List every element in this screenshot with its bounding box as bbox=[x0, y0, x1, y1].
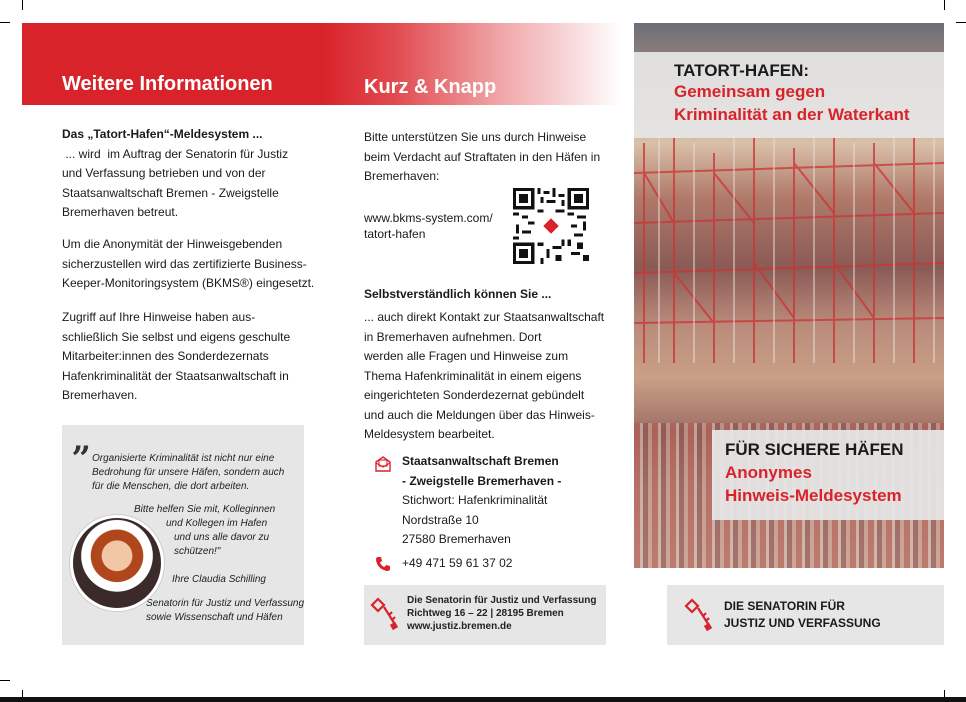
support-line: Bitte unterstützen Sie uns durch Hinweise bbox=[364, 130, 587, 144]
anon-line: Um die Anonymität der Hinweisgebenden bbox=[62, 237, 283, 251]
self-line: ... auch direkt Kontakt zur Staatsanwaltschaft bbox=[364, 310, 605, 324]
subtitle-black: FÜR SICHERE HÄFEN bbox=[725, 440, 904, 459]
crop-mark bbox=[0, 680, 10, 681]
crop-mark bbox=[0, 22, 10, 23]
url-line: tatort-hafen bbox=[364, 227, 426, 241]
contact-branch: - Zweigstelle Bremerhaven - bbox=[402, 473, 562, 488]
quote-line: Organisierte Kriminalität ist nicht nur eine bbox=[92, 453, 275, 464]
quote-line: schützen!" bbox=[174, 546, 221, 557]
access-line: Bremerhaven. bbox=[62, 388, 138, 402]
contact-street: Nordstraße 10 bbox=[402, 512, 479, 527]
footer-line: JUSTIZ UND VERFASSUNG bbox=[724, 616, 881, 630]
self-line: eingerichteten Sonderdezernat gebündelt bbox=[364, 388, 585, 402]
middle-support bbox=[364, 128, 614, 187]
bremen-key-icon bbox=[370, 596, 398, 632]
crop-mark bbox=[944, 0, 945, 10]
contact-city: 27580 Bremerhaven bbox=[402, 532, 511, 546]
access-line: schließlich Sie selbst und eigens geschulte bbox=[62, 329, 291, 344]
self-line: Meldesystem bearbeitet. bbox=[364, 427, 495, 441]
bottom-bar bbox=[0, 697, 966, 702]
quote-line: Bitte helfen Sie mit, Kolleginnen bbox=[134, 504, 276, 515]
quote-role bbox=[146, 597, 306, 625]
quote-line: und Kollegen im Hafen bbox=[166, 518, 268, 529]
middle-self bbox=[364, 308, 614, 445]
title-red-2: Kriminalität an der Waterkant bbox=[674, 105, 910, 124]
url-line: www.bkms-system.com/ bbox=[364, 211, 493, 225]
intro-title: Das „Tatort-Hafen“-Meldesystem ... bbox=[62, 127, 263, 141]
role-line: Senatorin für Justiz und Verfassung bbox=[146, 598, 305, 609]
title-black: TATORT-HAFEN: bbox=[674, 61, 810, 80]
intro-line: Bremerhaven betreut. bbox=[62, 205, 179, 219]
footer-line: Richtweg 16 – 22 | 28195 Bremen bbox=[407, 608, 564, 619]
quote-line: und uns alle davor zu bbox=[174, 532, 270, 543]
quote-line: für die Menschen, die dort arbeiten. bbox=[92, 481, 250, 492]
footer-line: DIE SENATORIN FÜR bbox=[724, 599, 845, 613]
footer-website-link[interactable]: www.justiz.bremen.de bbox=[407, 621, 512, 632]
self-line: Thema Hafenkriminalität in einem eigens bbox=[364, 368, 582, 383]
middle-footer-text bbox=[407, 594, 596, 633]
quote-text-1 bbox=[92, 452, 302, 494]
middle-header: Kurz & Knapp bbox=[364, 76, 497, 98]
quote-mark: „ bbox=[72, 420, 92, 460]
crop-mark bbox=[956, 22, 966, 23]
bremen-key-icon bbox=[684, 597, 712, 633]
crop-mark bbox=[22, 0, 23, 10]
self-line: werden alle Fragen und Hinweise zum bbox=[364, 349, 569, 363]
self-line: in Bremerhaven aufnehmen. Dort bbox=[364, 329, 542, 344]
support-line: Bremerhaven: bbox=[364, 169, 440, 183]
subtitle-red-2: Hinweis-Meldesystem bbox=[725, 486, 902, 505]
anon-line: sicherzustellen wird das zertifizierte Business- bbox=[62, 256, 307, 271]
quote-line: Bedrohung für unsere Häfen, sondern auch bbox=[92, 467, 285, 478]
right-footer-text bbox=[724, 598, 881, 632]
contact-phone[interactable]: +49 471 59 61 37 02 bbox=[402, 556, 513, 570]
avatar bbox=[70, 515, 164, 611]
mail-icon bbox=[374, 455, 392, 473]
footer-line: Die Senatorin für Justiz und Verfassung bbox=[407, 595, 597, 606]
title-red-1: Gemeinsam gegen bbox=[674, 82, 826, 101]
intro-line: ... wird im Auftrag der Senatorin für Justiz bbox=[62, 146, 289, 161]
access-line: Hafenkriminalität der Staatsanwaltschaft in bbox=[62, 368, 289, 383]
qr-code[interactable] bbox=[513, 188, 589, 264]
phone-icon bbox=[375, 556, 391, 572]
self-title: Selbstverständlich können Sie ... bbox=[364, 287, 552, 301]
anon-line: Keeper-Monitoringsystem (BKMS®) eingesetzt. bbox=[62, 276, 315, 290]
self-line: und auch die Meldungen über das Hinweis- bbox=[364, 407, 595, 422]
bkms-url-link[interactable] bbox=[364, 210, 493, 242]
contact-keyword: Stichwort: Hafenkriminalität bbox=[402, 493, 548, 507]
intro-line: und Verfassung betrieben und von der bbox=[62, 166, 266, 180]
left-access bbox=[62, 308, 322, 406]
contact-block bbox=[402, 452, 561, 550]
role-line: sowie Wissenschaft und Häfen bbox=[146, 612, 283, 623]
left-intro bbox=[62, 125, 322, 223]
subtitle-red-1: Anonymes bbox=[725, 463, 812, 482]
access-line: Zugriff auf Ihre Hinweise haben aus- bbox=[62, 310, 256, 324]
cranes-illustration bbox=[634, 133, 944, 373]
left-anonymity bbox=[62, 235, 322, 294]
support-line: beim Verdacht auf Straftaten in den Häfen in bbox=[364, 149, 601, 164]
access-line: Mitarbeiter:innen des Sonderdezernats bbox=[62, 349, 269, 363]
contact-name: Staatsanwaltschaft Bremen bbox=[402, 454, 559, 468]
quote-signature: Ihre Claudia Schilling bbox=[172, 574, 266, 585]
left-header: Weitere Informationen bbox=[62, 73, 273, 95]
intro-line: Staatsanwaltschaft Bremen - Zweigstelle bbox=[62, 185, 279, 200]
